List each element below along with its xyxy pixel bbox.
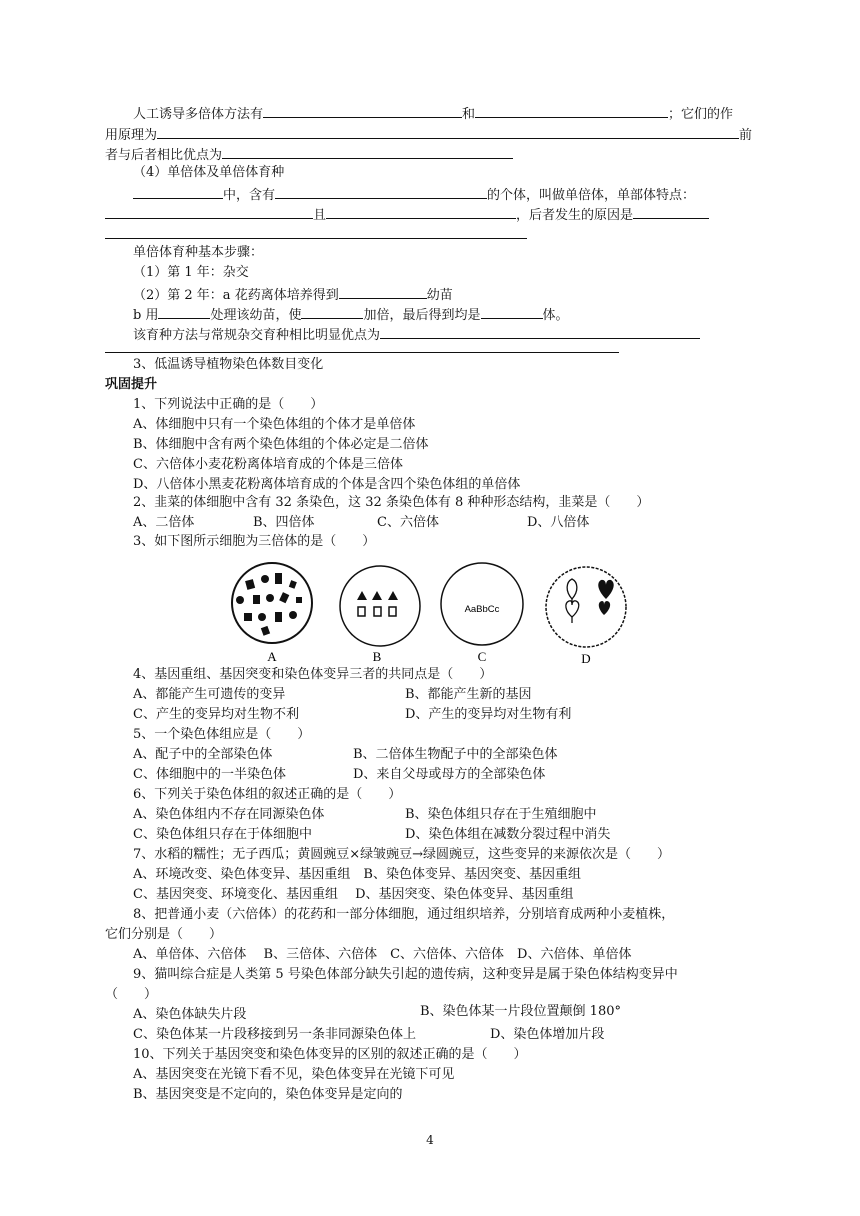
- q8-stem: 8、把普通小麦（六倍体）的花药和一部分体细胞，通过组织培养，分别培育成两种小麦植株，: [133, 907, 675, 922]
- q2-option-c: C、六倍体: [377, 515, 439, 530]
- q1-option-d: D、八倍体小黑麦花粉离体培育成的个体是含四个染色体组的单倍体: [133, 477, 521, 492]
- steps-title: 单倍体育种基本步骤：: [133, 245, 264, 260]
- q4-option-a: A、都能产生可遗传的变异: [133, 687, 286, 702]
- section-title: 巩固提升: [105, 377, 158, 392]
- chromosome-mark: [275, 573, 282, 584]
- blank: [105, 224, 527, 239]
- q1-stem: 1、下列说法中正确的是（ ）: [133, 397, 324, 412]
- cell-c-label: C: [477, 649, 487, 664]
- chromosome-mark: [261, 626, 270, 636]
- blank: [263, 103, 462, 118]
- q8-options: A、单倍体、六倍体 B、三倍体、六倍体 C、六倍体、六倍体 D、六倍体、单倍体: [133, 947, 632, 962]
- cell-b: [340, 566, 420, 664]
- chromosome-mark: [389, 607, 396, 616]
- q10-option-b: B、基因突变是不定向的，染色体变异是定向的: [133, 1087, 403, 1102]
- blank: [633, 204, 709, 219]
- q10-option-a: A、基因突变在光镜下看不见，染色体变异在光镜下可见: [133, 1067, 455, 1082]
- line-breeding-advantage: 该育种方法与常规杂交育种相比明显优点为: [133, 324, 700, 345]
- q9-stem: 9、猫叫综合症是人类第 5 号染色体部分缺失引起的遗传病，这种变异是属于染色体结构变异中: [133, 967, 678, 982]
- q1-option-a: A、体细胞中只有一个染色体组的个体才是单倍体: [133, 417, 416, 432]
- line-methods: 人工诱导多倍体方法有 和 ；它们的作: [133, 103, 733, 124]
- blank: [157, 124, 739, 139]
- cell-d: [546, 567, 626, 665]
- q9-option-b: B、染色体某一片段位置颠倒 180°: [420, 1004, 621, 1019]
- q6-option-d: D、染色体组在减数分裂过程中消失: [405, 827, 611, 842]
- q5-option-c: C、体细胞中的一半染色体: [133, 767, 286, 782]
- cell-a-label: A: [267, 649, 277, 664]
- line-haploid-traits: 且 ，后者发生的原因是: [105, 204, 709, 225]
- q6-option-a: A、染色体组内不存在同源染色体: [133, 807, 325, 822]
- cell-d-outline: [546, 567, 626, 647]
- chromosome-mark: [253, 595, 260, 604]
- cell-b-outline: [340, 566, 420, 646]
- chromosome-mark: [374, 607, 381, 616]
- q3-stem: 3、如下图所示细胞为三倍体的是（ ）: [133, 534, 376, 549]
- subheading-low-temp: 3、低温诱导植物染色体数目变化: [133, 357, 324, 372]
- blank: [105, 338, 619, 353]
- q9-option-a: A、染色体缺失片段: [133, 1007, 247, 1022]
- cell-figure: [220, 555, 640, 665]
- q2-option-b: B、四倍体: [253, 515, 315, 530]
- q5-option-d: D、来自父母或母方的全部染色体: [353, 767, 546, 782]
- subheading-haploid: （4）单倍体及单倍体育种: [133, 165, 285, 180]
- page-number: 4: [426, 1133, 434, 1147]
- blank: [339, 284, 427, 299]
- cell-b-label: B: [372, 649, 382, 664]
- step-2a: （2）第 2 年：a 花药离体培养得到 幼苗: [133, 284, 453, 305]
- blank: [301, 304, 363, 319]
- chromosome-mark: [358, 607, 365, 616]
- chromosome-mark: [357, 591, 367, 600]
- chromosome-mark: [372, 591, 382, 600]
- blank: [380, 324, 700, 339]
- cell-d-label: D: [581, 651, 591, 665]
- q7-stem: 7、水稻的糯性；无子西瓜；黄圆豌豆×绿皱豌豆→绿圆豌豆，这些变异的来源依次是（ ）: [133, 847, 671, 862]
- q5-stem: 5、一个染色体组应是（ ）: [133, 727, 311, 742]
- cell-c: [441, 563, 523, 664]
- q2-stem: 2、韭菜的体细胞中含有 32 条染色，这 32 条染色体有 8 种种形态结构，韭菜是（ ）: [133, 495, 650, 510]
- chromosome-mark: [567, 579, 577, 599]
- chromosome-mark: [244, 613, 252, 621]
- chromosome-mark: [266, 594, 274, 602]
- q4-option-d: D、产生的变异均对生物有利: [405, 707, 572, 722]
- q2-option-d: D、八倍体: [527, 515, 590, 530]
- chromosome-mark: [275, 612, 282, 622]
- line-advantage: 者与后者相比优点为: [105, 144, 513, 165]
- q8-stem-cont: 它们分别是（ ）: [105, 927, 223, 942]
- q9-stem-cont: （ ）: [105, 987, 158, 1002]
- q4-stem: 4、基因重组、基因突变和染色体变异三者的共同点是（ ）: [133, 667, 493, 682]
- chromosome-mark: [245, 579, 255, 590]
- q6-option-b: B、染色体组只存在于生殖细胞中: [405, 807, 597, 822]
- chromosome-mark: [598, 580, 613, 599]
- chromosome-mark: [566, 601, 579, 617]
- blank: [105, 204, 313, 219]
- q9-option-c: C、染色体某一片段移接到另一条非同源染色体上: [133, 1027, 416, 1042]
- cell-c-genes: AaBbCc: [464, 604, 500, 615]
- q4-option-b: B、都能产生新的基因: [405, 687, 532, 702]
- step-2b: b 用 处理该幼苗，使 加倍，最后得到均是 体。: [133, 304, 569, 325]
- q2-option-a: A、二倍体: [133, 515, 195, 530]
- chromosome-mark: [296, 597, 302, 603]
- chromosome-mark: [258, 613, 266, 621]
- line-blank: [105, 224, 527, 245]
- q4-option-c: C、产生的变异均对生物不利: [133, 707, 299, 722]
- q10-stem: 10、下列关于基因突变和染色体变异的区别的叙述正确的是（ ）: [133, 1047, 527, 1062]
- chromosome-mark: [599, 601, 610, 615]
- cell-a: [232, 563, 312, 664]
- q1-option-b: B、体细胞中含有两个染色体组的个体必定是二倍体: [133, 437, 429, 452]
- blank: [158, 304, 210, 319]
- line-principle: 用原理为 前: [105, 124, 752, 145]
- blank: [326, 204, 516, 219]
- q7-options-cd: C、基因突变、环境变化、基因重组 D、基因突变、染色体变异、基因重组: [133, 887, 574, 902]
- chromosome-mark: [289, 611, 297, 619]
- q5-option-b: B、二倍体生物配子中的全部染色体: [353, 747, 558, 762]
- blank: [475, 103, 668, 118]
- step-1: （1）第 1 年：杂交: [133, 265, 249, 280]
- chromosome-mark: [388, 591, 398, 600]
- blank: [275, 184, 487, 199]
- q6-stem: 6、下列关于染色体组的叙述正确的是（ ）: [133, 787, 402, 802]
- chromosome-mark: [279, 592, 289, 603]
- line-haploid-def: 中，含有 的个体，叫做单倍体，单部体特点：: [133, 184, 695, 205]
- chromosome-mark: [261, 575, 269, 583]
- blank: [133, 184, 223, 199]
- q5-option-a: A、配子中的全部染色体: [133, 747, 273, 762]
- q6-option-c: C、染色体组只存在于体细胞中: [133, 827, 312, 842]
- q7-options-ab: A、环境改变、染色体变异、基因重组 B、染色体变异、基因突变、基因重组: [133, 867, 581, 882]
- blank: [481, 304, 543, 319]
- chromosome-mark: [236, 596, 244, 604]
- q1-option-c: C、六倍体小麦花粉离体培育成的个体是三倍体: [133, 457, 403, 472]
- q9-option-d: D、染色体增加片段: [490, 1027, 605, 1042]
- blank: [222, 144, 513, 159]
- chromosome-mark: [289, 580, 297, 589]
